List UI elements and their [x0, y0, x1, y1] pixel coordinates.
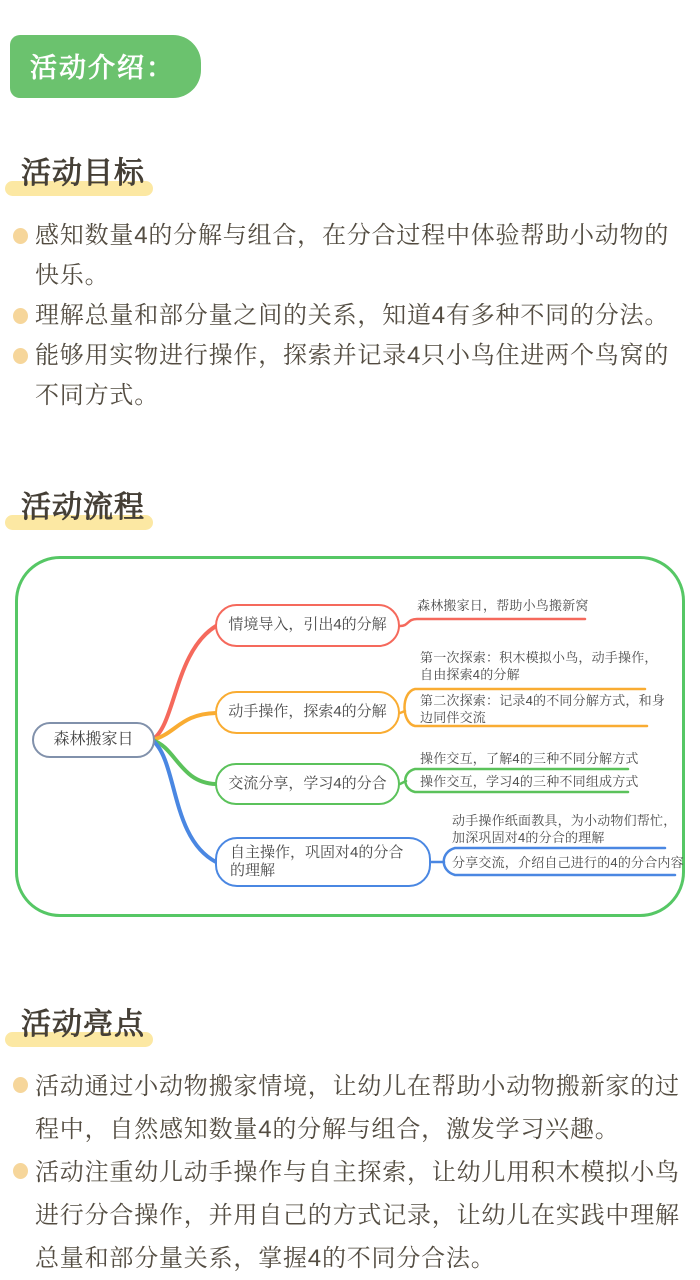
mindmap-leaf: 第二次探索：记录4的不同分解方式，和身边同伴交流 — [420, 693, 666, 725]
mindmap-branch-node-4: 自主操作，巩固对4的分合的理解 — [215, 837, 431, 887]
highlights-heading-text: 活动亮点 — [21, 1008, 145, 1041]
list-item — [13, 336, 692, 416]
goals-section-heading — [21, 148, 700, 192]
goals-list — [13, 216, 692, 416]
bullet-dot-icon — [13, 348, 28, 364]
list-item — [13, 1151, 692, 1280]
leaf-line-red — [400, 619, 585, 626]
bullet-dot-icon — [13, 308, 28, 324]
goals-heading-text: 活动目标 — [21, 157, 145, 190]
flow-section-heading — [21, 482, 700, 526]
list-item — [13, 296, 692, 336]
highlight-item-text: 活动通过小动物搬家情境，让幼儿在帮助小动物搬新家的过程中，自然感知数量4的分解与组合，激发学习兴趣。 — [35, 1073, 680, 1143]
mindmap-leaf: 操作交互，学习4的三种不同组成方式 — [420, 774, 639, 789]
activity-flow-mindmap — [15, 556, 685, 917]
flow-heading-text: 活动流程 — [21, 491, 145, 524]
goal-item-text: 感知数量4的分解与组合，在分合过程中体验帮助小动物的快乐。 — [35, 222, 670, 289]
mindmap-leaf: 森林搬家日，帮助小鸟搬新窝 — [417, 598, 589, 613]
highlight-item-text: 活动注重幼儿动手操作与自主探索，让幼儿用积木模拟小鸟进行分合操作，并用自己的方式记录，让幼儿在实践中理解总量和部分量关系，掌握4的不同分合法。 — [35, 1159, 680, 1272]
mindmap-branch-node-3: 交流分享，学习4的分合 — [215, 763, 400, 805]
bullet-dot-icon — [13, 1163, 28, 1179]
branch-line-green — [152, 740, 216, 784]
mindmap-leaf: 第一次探索：积木模拟小鸟，动手操作，自由探索4的分解 — [420, 650, 658, 682]
highlights-section-heading — [21, 999, 700, 1043]
list-item — [13, 1065, 692, 1151]
mindmap-leaf: 分享交流，介绍自己进行的4的分合内容 — [452, 855, 684, 870]
mindmap-root-node: 森林搬家日 — [32, 722, 155, 758]
mindmap-branch-node-1: 情境导入，引出4的分解 — [215, 604, 400, 647]
activity-intro-badge: 活动介绍： — [10, 35, 201, 98]
goal-item-text: 理解总量和部分量之间的关系，知道4有多种不同的分法。 — [35, 302, 670, 329]
list-item — [13, 216, 692, 296]
bullet-dot-icon — [13, 228, 28, 244]
bullet-dot-icon — [13, 1077, 28, 1093]
mindmap-leaf: 操作交互，了解4的三种不同分解方式 — [420, 751, 639, 766]
highlights-list — [13, 1065, 692, 1280]
mindmap-leaf: 动手操作纸面教具，为小动物们帮忙，加深巩固对4的分合的理解 — [452, 813, 677, 845]
mindmap-branch-node-2: 动手操作，探索4的分解 — [215, 691, 400, 734]
goal-item-text: 能够用实物进行操作，探索并记录4只小鸟住进两个鸟窝的不同方式。 — [35, 342, 670, 409]
branch-line-blue — [152, 740, 216, 862]
